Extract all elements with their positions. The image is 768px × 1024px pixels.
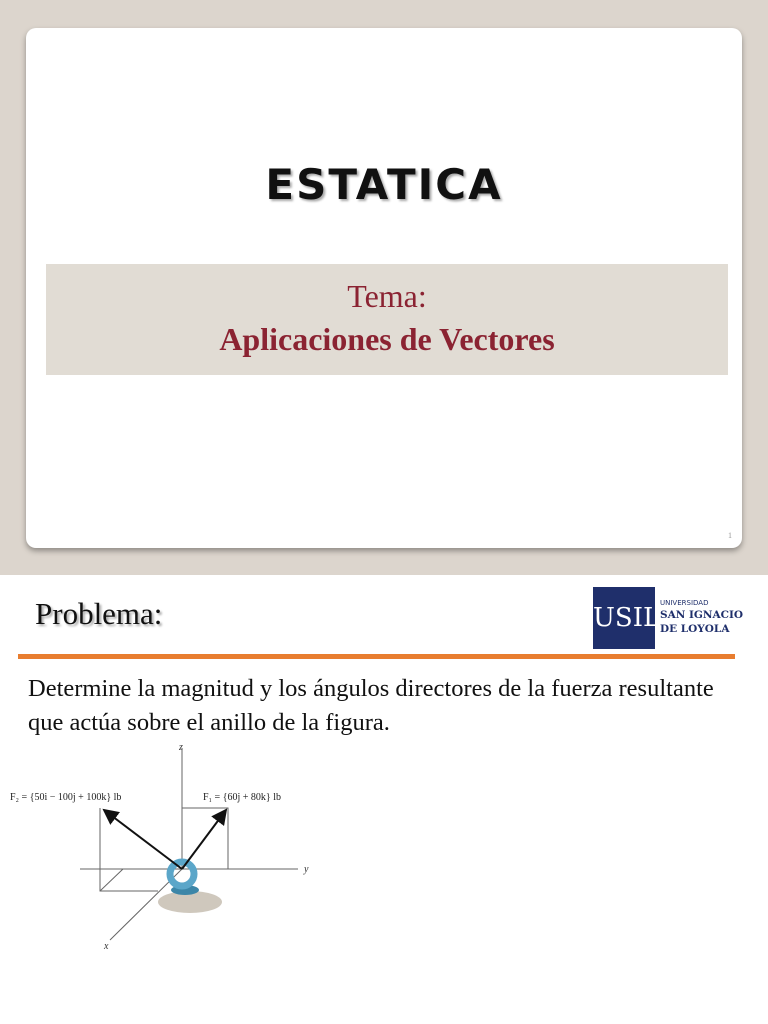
f1-label: F₁ = {60j + 80k} lb [203,792,281,803]
subtitle: Aplicaciones de Vectores [219,321,555,357]
usil-logo: USIL [593,587,655,649]
x-label: x [104,941,109,952]
logo-text [660,598,743,636]
logo-line3: DE LOYOLA [660,623,730,635]
logo-line1: UNIVERSIDAD [660,599,709,607]
subtitle-band [46,264,728,375]
f2-label: F₂ = {50i − 100j + 100k} lb [10,792,122,803]
f2-arrow [104,810,182,869]
page-number: 1 [728,531,732,540]
problem-heading: Problema: [35,596,163,631]
vector-figure [0,740,330,960]
slide-title: ESTATICA [265,160,503,209]
z-label: z [179,742,183,753]
logo-line2: SAN IGNACIO [660,609,744,621]
f1-arrow [182,810,226,869]
y-label: y [304,864,309,875]
problem-text: Determine la magnitud y los ángulos directores de la fuerza resultante que actúa sobre el anillo de la figura. [28,675,714,736]
slide-card [26,28,742,548]
orange-divider [18,654,735,659]
tema-label: Tema: [347,278,427,314]
